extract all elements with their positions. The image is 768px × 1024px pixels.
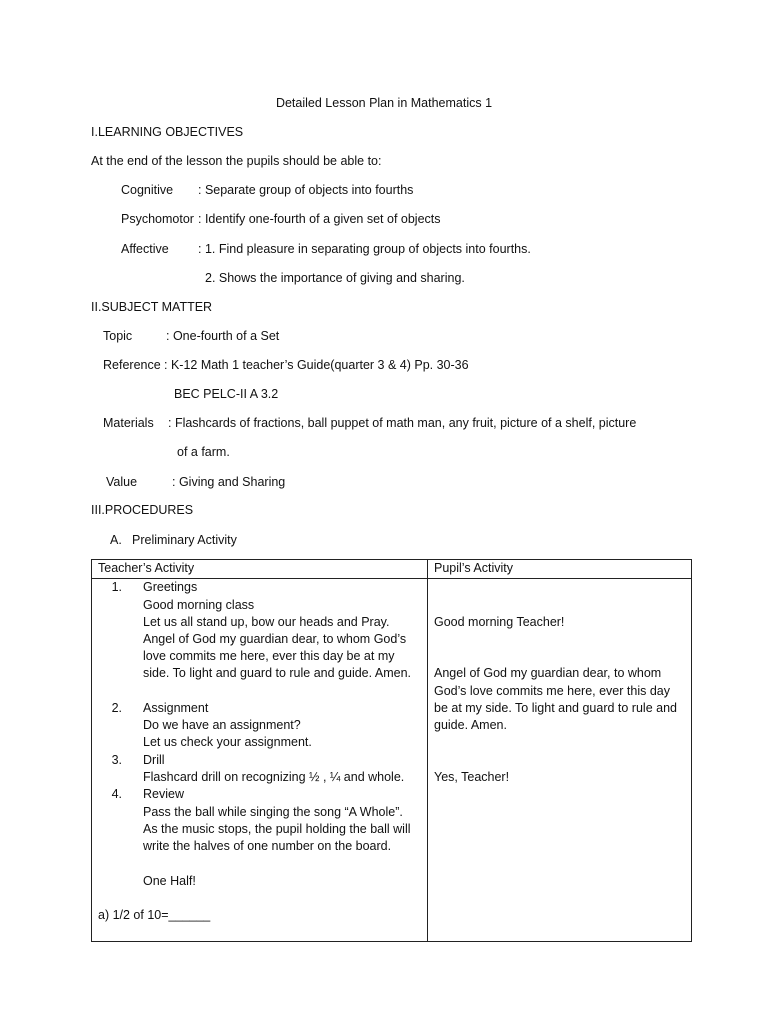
pupil-line: Angel of God my guardian dear, to whom — [434, 666, 662, 680]
teacher-activity-header: Teacher’s Activity — [92, 560, 428, 579]
assignment-label: Assignment — [143, 701, 209, 715]
one-half-text: One Half! — [143, 874, 196, 888]
psychomotor-text: : Identify one-fourth of a given set of objects — [198, 212, 441, 226]
topic-label: Topic — [103, 329, 133, 343]
pupil-line: Yes, Teacher! — [434, 770, 510, 784]
value-text: : Giving and Sharing — [172, 475, 286, 489]
pupil-line: be at my side. To light and guard to rule and — [434, 701, 677, 715]
materials-text: : Flashcards of fractions, ball puppet of math man, any fruit, picture of a shelf, picture — [168, 416, 637, 430]
pupil-line: guide. Amen. — [434, 718, 507, 732]
objectives-heading: I.LEARNING OBJECTIVES — [91, 125, 244, 139]
teacher-line: Flashcard drill on recognizing ½ , ¼ and whole. — [143, 770, 405, 784]
reference-text-2: BEC PELC-II A 3.2 — [174, 387, 279, 401]
pupil-activity-header: Pupil’s Activity — [428, 560, 692, 579]
item-number-2: 2. — [111, 701, 122, 715]
teacher-line: side. To light and guard to rule and guide. Amen. — [143, 666, 412, 680]
teacher-line: love commits me here, ever this day be at my — [143, 649, 395, 663]
psychomotor-label: Psychomotor — [121, 212, 194, 226]
affective-text-2: 2. Shows the importance of giving and sharing. — [205, 271, 465, 285]
affective-label: Affective — [121, 242, 169, 256]
materials-text-2: of a farm. — [177, 445, 230, 459]
document-title: Detailed Lesson Plan in Mathematics 1 — [275, 96, 493, 110]
item-number-1: 1. — [111, 580, 122, 594]
drill-label: Drill — [143, 753, 165, 767]
cognitive-text: : Separate group of objects into fourths — [198, 183, 414, 197]
pupil-activity-cell — [428, 579, 692, 942]
procedures-sub-heading: Preliminary Activity — [132, 533, 237, 547]
objectives-intro: At the end of the lesson the pupils should be able to: — [91, 154, 382, 168]
teacher-line: Let us check your assignment. — [143, 735, 312, 749]
reference-label: Reference — [103, 358, 161, 372]
materials-label: Materials — [103, 416, 154, 430]
cognitive-label: Cognitive — [121, 183, 174, 197]
subject-matter-heading: II.SUBJECT MATTER — [91, 300, 213, 314]
review-label: Review — [143, 787, 184, 801]
activity-table — [91, 559, 692, 942]
table-header-row — [92, 560, 692, 579]
reference-text: : K-12 Math 1 teacher’s Guide(quarter 3 & 4) Pp. 30-36 — [164, 358, 469, 372]
teacher-line: Good morning class — [143, 598, 255, 612]
teacher-line: write the halves of one number on the board. — [143, 839, 392, 853]
procedures-heading: III.PROCEDURES — [91, 503, 194, 517]
question-text: a) 1/2 of 10=______ — [98, 908, 211, 922]
teacher-line: As the music stops, the pupil holding the ball will — [143, 822, 411, 836]
teacher-line: Pass the ball while singing the song “A Whole”. — [143, 805, 403, 819]
item-number-3: 3. — [111, 753, 122, 767]
procedures-sub-letter: A. — [110, 533, 122, 547]
teacher-activity-cell — [92, 579, 428, 942]
greetings-label: Greetings — [143, 580, 198, 594]
teacher-line: Do we have an assignment? — [143, 718, 301, 732]
value-label: Value — [106, 475, 138, 489]
teacher-line: Let us all stand up, bow our heads and Pray. — [143, 615, 390, 629]
table-row — [92, 579, 692, 942]
affective-text-1: : 1. Find pleasure in separating group of objects into fourths. — [198, 242, 531, 256]
pupil-line: Good morning Teacher! — [434, 615, 565, 629]
topic-text: : One-fourth of a Set — [166, 329, 280, 343]
teacher-line: Angel of God my guardian dear, to whom God’s — [143, 632, 407, 646]
pupil-line: God’s love commits me here, ever this day — [434, 684, 670, 698]
item-number-4: 4. — [111, 787, 122, 801]
